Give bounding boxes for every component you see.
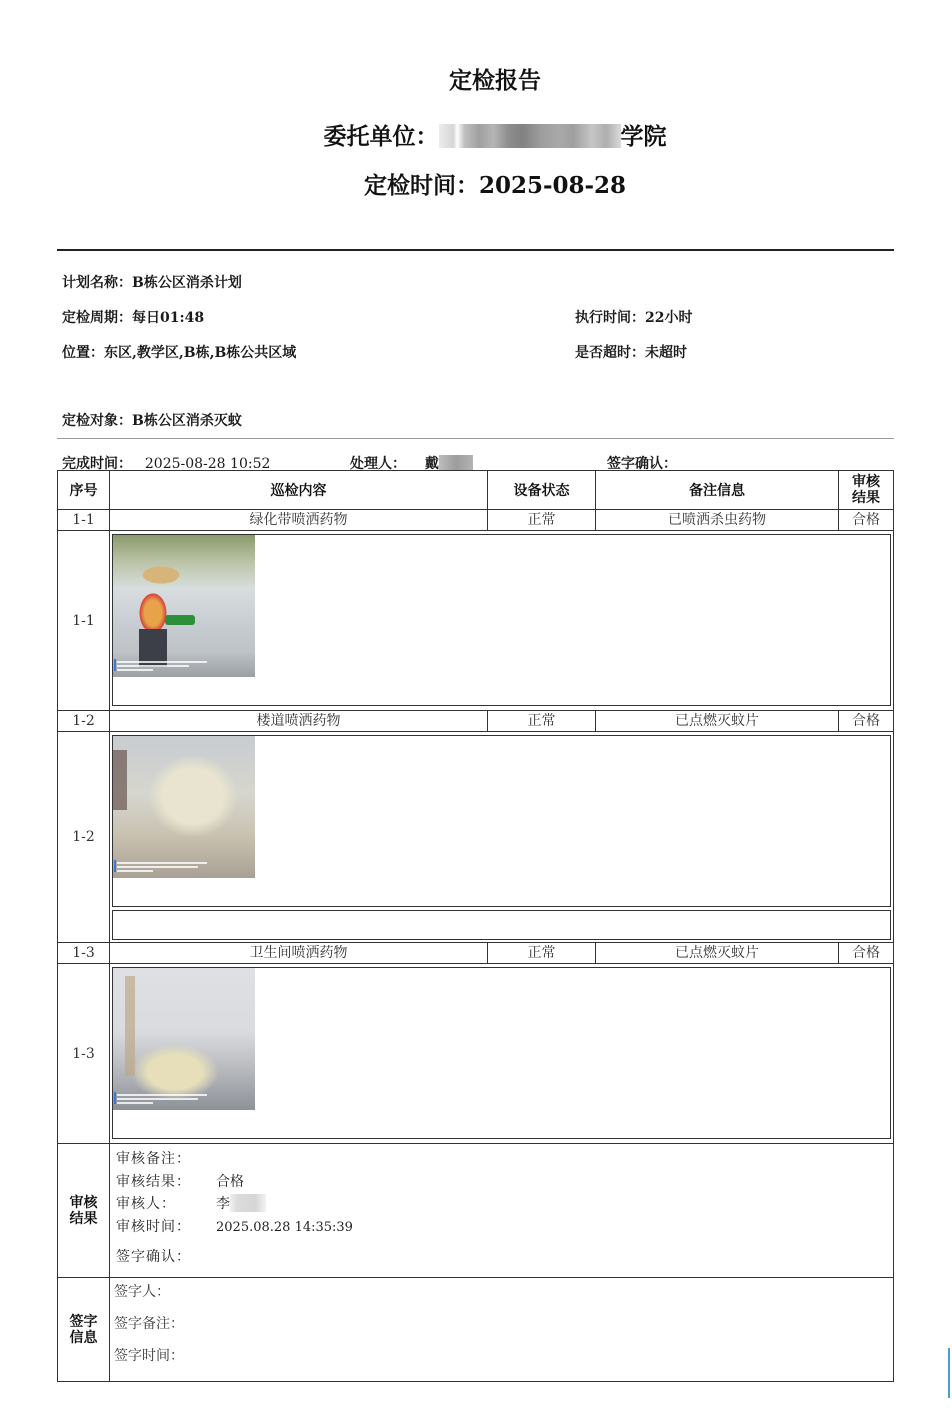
review-time: 审核时间： 2025.08.28 14:35:39 [116,1218,353,1235]
row-content: 绿化带喷洒药物 [110,510,488,531]
table-header-row [58,471,894,510]
photo-detail [165,615,195,625]
handler-label: 处理人： [350,456,406,472]
row-content: 卫生间喷洒药物 [110,943,488,964]
photo-frame [112,534,891,706]
plan-location-value: 东区,教学区,B栋,B栋公共区域 [104,345,297,361]
row-status: 正常 [488,510,596,531]
review-time-value: 2025.08.28 14:35:39 [216,1219,353,1235]
photo-cell [110,531,894,711]
table-row [58,943,894,964]
plan-name-value: B栋公区消杀计划 [132,275,242,291]
photo-cell [110,732,894,943]
review-section [58,1144,894,1278]
review-note: 审核备注： [116,1151,191,1167]
completion-sign-confirm: 签字确认： [607,456,677,472]
exec-time-value: 22小时 [645,310,693,326]
signer: 签字人： [114,1284,170,1300]
exec-time-label: 执行时间： [575,310,645,326]
inspection-date: 2025-08-28 [478,172,627,199]
plan-cycle-label: 定检周期： [62,310,132,326]
plan-name-label: 计划名称： [62,275,132,291]
photo-detail [113,750,127,810]
overtime-status [575,342,687,362]
plan-name [62,272,242,292]
photo-cell [110,964,894,1144]
signature-side-label: 签字 信息 [58,1278,110,1382]
inspection-date-label: 定检时间： [363,172,479,199]
inspection-table [57,470,894,1382]
photo-row [58,964,894,1144]
redacted-reviewer-name [230,1194,266,1212]
corridor-fumigation-photo[interactable] [113,736,255,878]
review-sign-confirm: 签字确认： [116,1249,191,1265]
photo-watermark [117,659,207,671]
row-status: 正常 [488,943,596,964]
photo-extra-frame [112,910,891,940]
row-remark: 已点燃灭蚊片 [596,943,839,964]
plan-location [62,342,296,362]
table-row [58,510,894,531]
review-result-value: 合格 [216,1173,244,1190]
photo-row [58,732,894,943]
photo-row [58,531,894,711]
row-status: 正常 [488,711,596,732]
plan-cycle-value: 每日01:48 [132,310,205,326]
row-seq: 1-3 [58,943,110,964]
section-divider [57,438,894,439]
outdoor-spraying-photo[interactable] [113,535,255,677]
report-title: 定检报告 [449,67,541,94]
review-result: 审核结果： 合格 [116,1173,244,1190]
row-result: 合格 [839,943,894,964]
header-divider [57,249,894,251]
page-edge-marker [948,1348,950,1398]
plan-location-label: 位置： [62,345,104,361]
inspection-object-label: 定检对象： [62,413,132,429]
review-side-label: 审核 结果 [58,1144,110,1278]
handler-surname: 戴 [424,456,439,472]
header-content: 巡检内容 [110,471,488,510]
photo-frame [112,735,891,907]
row-seq: 1-1 [58,510,110,531]
row-remark: 已喷洒杀虫药物 [596,510,839,531]
photo-watermark [117,860,207,872]
redacted-handler-name [439,455,473,471]
table-row [58,711,894,732]
client-label: 委托单位： [323,123,439,150]
inspection-object-value: B栋公区消杀灭蚊 [132,413,242,429]
row-result: 合格 [839,711,894,732]
photo-row-seq: 1-2 [58,732,110,943]
completion-time-value: 2025-08-28 10:52 [144,456,271,472]
photo-watermark [117,1092,207,1104]
review-details [110,1144,894,1278]
redacted-client-name [439,124,621,148]
client-suffix: 学院 [620,123,667,150]
row-remark: 已点燃灭蚊片 [596,711,839,732]
overtime-label: 是否超时： [575,345,645,361]
photo-row-seq: 1-3 [58,964,110,1144]
row-seq: 1-2 [58,711,110,732]
completion-time-label: 完成时间： [62,456,132,472]
header-seq: 序号 [58,471,110,510]
exec-time [575,307,692,327]
overtime-value: 未超时 [645,345,687,361]
restroom-fumigation-photo[interactable] [113,968,255,1110]
row-content: 楼道喷洒药物 [110,711,488,732]
photo-detail [125,976,135,1076]
plan-cycle [62,307,204,327]
row-result: 合格 [839,510,894,531]
inspection-object [62,410,242,430]
signature-note: 签字备注： [114,1316,184,1332]
signature-details [110,1278,894,1382]
client-line [0,118,952,151]
inspection-date-line [0,167,952,200]
reviewer: 审核人： 李 [116,1193,893,1216]
reviewer-surname: 李 [216,1196,230,1212]
header-status: 设备状态 [488,471,596,510]
photo-row-seq: 1-1 [58,531,110,711]
signature-section [58,1278,894,1382]
header-review-result: 审核 结果 [839,471,894,510]
signature-time: 签字时间： [114,1348,184,1364]
photo-frame [112,967,891,1139]
header-remark: 备注信息 [596,471,839,510]
